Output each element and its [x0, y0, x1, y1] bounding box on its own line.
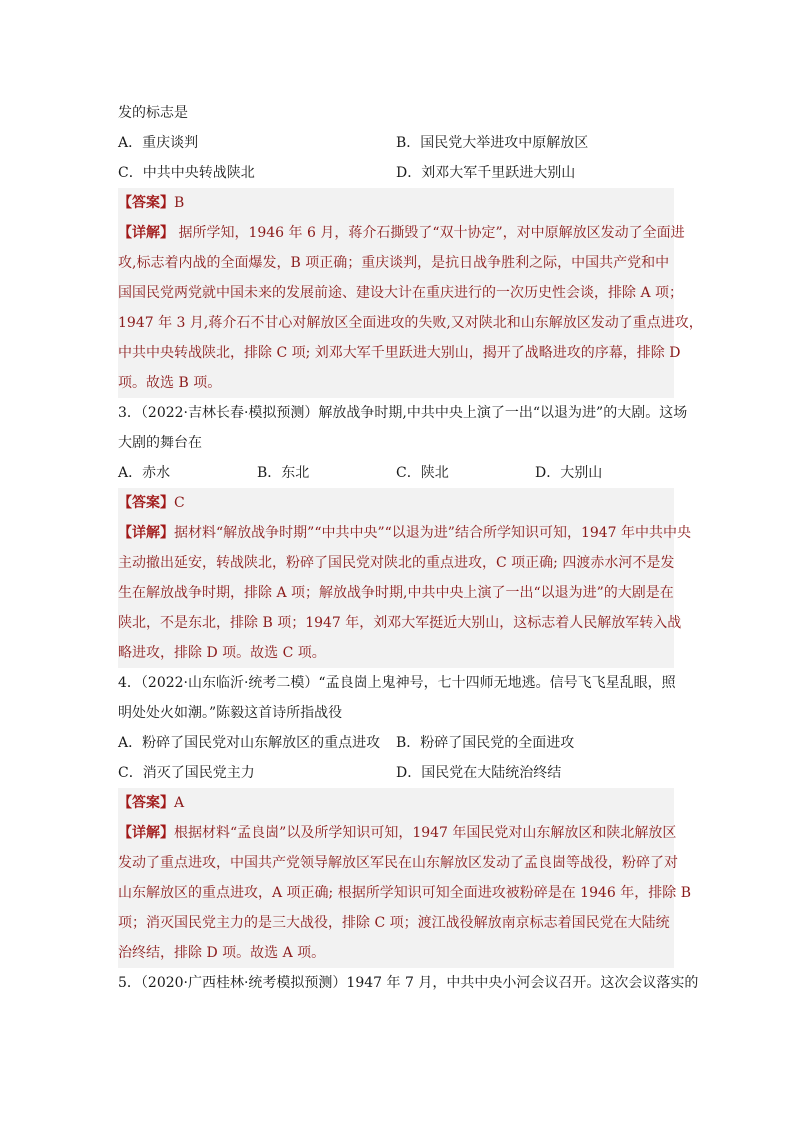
- q3-detail-line: [118, 518, 692, 548]
- q4-option-c: C．消灭了国民党主力: [118, 765, 255, 781]
- q3-detail-line: 生在解放战争时期，排除 A 项；解放战争时期,中共中央上演了一出“以退为进”的大剧是在: [118, 585, 674, 601]
- q4-option-d: D．国民党在大陆统治终结: [396, 765, 562, 781]
- q3-option-b: B．东北: [257, 465, 310, 481]
- q3-stem: 大剧的舞台在: [118, 435, 202, 451]
- q4-detail-line: 山东解放区的重点进攻，A 项正确; 根据所学知识可知全面进攻被粉碎是在 1946 年，排除 B: [118, 885, 691, 901]
- q4-detail-line: [118, 818, 677, 848]
- detail-tag: 【详解】: [118, 525, 174, 541]
- q4-stem: 明处处火如潮。”陈毅这首诗所指战役: [118, 705, 343, 721]
- q2-detail-line: 中共中央转战陕北，排除 C 项; 刘邓大军千里跃进大别山，揭开了战略进攻的序幕，排除 D: [118, 345, 681, 361]
- q2-option-c: C．中共中央转战陕北: [118, 165, 255, 181]
- q3-detail-line: 主动撤出延安，转战陕北，粉碎了国民党对陕北的重点进攻，C 项正确; 四渡赤水河不是发: [118, 555, 675, 571]
- q4-detail-text: 根据材料“孟良崮”以及所学知识可知，1947 年国民党对山东解放区和陕北解放区: [174, 825, 677, 841]
- q4-options-row-2: [118, 758, 674, 788]
- q4-answer: A: [174, 795, 185, 811]
- q5-stem: 5．（2020·广西桂林·统考模拟预测）1947 年 7 月，中共中央小河会议召开。这次会议落实的: [118, 975, 699, 991]
- q4-option-b: B．粉碎了国民党的全面进攻: [396, 735, 575, 751]
- q2-detail-line: 国国民党两党就中国未来的发展前途、建设大计在重庆进行的一次历史性会谈，排除 A 项；: [118, 285, 684, 301]
- q3-option-c: C．陕北: [396, 465, 449, 481]
- q2-answer: B: [174, 195, 185, 211]
- q3-option-a: A．赤水: [118, 465, 171, 481]
- q4-detail-line: 项；消灭国民党主力的是三大战役，排除 C 项；渡江战役解放南京标志着国民党在大陆统: [118, 915, 670, 931]
- q2-option-b: B．国民党大举进攻中原解放区: [396, 135, 589, 151]
- q2-option-a: A．重庆谈判: [118, 135, 199, 151]
- q2-stem-tail: 发的标志是: [118, 105, 188, 121]
- q2-detail-text: 据所学知，1946 年 6 月，蒋介石撕毁了“双十协定”，对中原解放区发动了全面进: [174, 225, 685, 241]
- detail-tag: 【详解】: [118, 825, 174, 841]
- q4-detail-line: 发动了重点进攻，中国共产党领导解放区军民在山东解放区发动了孟良崮等战役，粉碎了对: [118, 855, 678, 871]
- q4-option-a: A．粉碎了国民党对山东解放区的重点进攻: [118, 735, 381, 751]
- q3-detail-line: 略进攻，排除 D 项。故选 C 项。: [118, 645, 326, 661]
- q2-option-d: D．刘邓大军千里跃进大别山: [396, 165, 576, 181]
- q3-detail-line: 陕北，不是东北，排除 B 项；1947 年，刘邓大军挺近大别山，这标志着人民解放军转入战: [118, 615, 682, 631]
- q4-options-row-1: [118, 728, 674, 758]
- q4-detail-line: 治终结，排除 D 项。故选 A 项。: [118, 945, 326, 961]
- q4-solution-block: [118, 788, 691, 968]
- q4-answer-line: [118, 788, 674, 818]
- q2-detail-line: 攻,标志着内战的全面爆发，B 项正确；重庆谈判，是抗日战争胜利之际，中国共产党和中: [118, 255, 670, 271]
- answer-tag: 【答案】: [118, 195, 174, 211]
- detail-tag: 【详解】: [118, 225, 174, 241]
- q3-stem: 3．（2022·吉林长春·模拟预测）解放战争时期,中共中央上演了一出“以退为进”的大剧。这场: [118, 405, 688, 421]
- q2-detail-line: 1947 年 3 月,蒋介石不甘心对解放区全面进攻的失败,又对陕北和山东解放区发动了重点进攻，: [118, 315, 703, 331]
- q3-answer: C: [174, 495, 185, 511]
- q3-option-d: D．大别山: [535, 465, 603, 481]
- q3-options-row: [118, 458, 674, 488]
- answer-tag: 【答案】: [118, 495, 174, 511]
- answer-tag: 【答案】: [118, 795, 174, 811]
- q3-answer-line: [118, 488, 674, 518]
- q2-options-row-2: [118, 158, 674, 188]
- q3-detail-text: 据材料“解放战争时期”“中共中央”“以退为进”结合所学知识可知，1947 年中共中央: [174, 525, 692, 541]
- page-content: [118, 98, 703, 998]
- q3-solution-block: [118, 488, 692, 668]
- q2-detail-line: [118, 218, 685, 248]
- q2-answer-line: [118, 188, 674, 218]
- q2-solution-block: [118, 188, 703, 398]
- q2-detail-line: 项。故选 B 项。: [118, 375, 222, 391]
- q4-stem: 4．（2022·山东临沂·统考二模）“孟良崮上鬼神号，七十四师无地逃。信号飞飞星乱眼，照: [118, 675, 676, 691]
- q2-options-row-1: [118, 128, 674, 158]
